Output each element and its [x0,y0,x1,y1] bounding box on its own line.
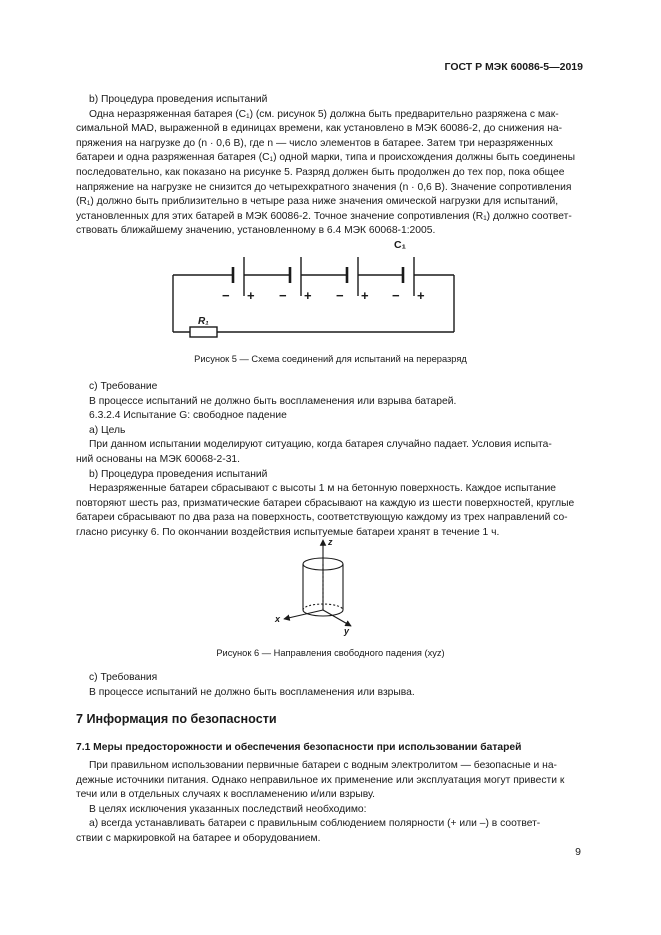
cell-1-plus: + [247,288,255,303]
paragraph-line: а) всегда устанавливать батареи с правильным соблюдением полярности (+ или –) в соответ- [89,818,541,830]
paragraph-line: При данном испытании моделируют ситуацию, когда батарея случайно падает. Условия испыта- [89,439,552,451]
cell-2-plus: + [304,288,312,303]
paragraph-line: гласно рисунку 6. По окончании воздействия испытуемые батареи хранят в течение 1 ч. [76,526,500,538]
axis-z-label: z [328,537,333,547]
figure5-caption: Рисунок 5 — Схема соединений для испытаний на переразряд [194,354,467,364]
item-b-heading: b) Процедура проведения испытаний [89,94,268,105]
paragraph-line: батареи и одна разряженная батарея (C₁) одной марки, типа и происхождения должны быть соединены [76,152,576,164]
paragraph-line: последовательно, как показано на рисунке 5. Разряд должен быть продолжен до тех пор, пока общее [76,166,565,178]
paragraph-line: ний основаны на МЭК 60068-2-31. [76,453,241,465]
cell-3-plus: + [361,288,369,303]
item-b-heading: b) Процедура проведения испытаний [89,468,268,480]
paragraph-line: пряжения на нагрузке до (n · 0,6 В), где n — число элементов в батарее. Затем три неразряженных [76,137,553,149]
section-7-title: 7 Информация по безопасности [76,712,277,726]
cell-2-minus: − [279,288,287,303]
paragraph-line: симальной MAD, выраженной в единицах времени, как установлено в МЭК 60086-2, до снижения на- [76,123,563,135]
paragraph-line: течи или в отдельных случаях к воспламенению и/или взрыву. [76,789,375,801]
item-c-heading: c) Требования [89,672,158,683]
cell-1-minus: − [222,288,230,303]
requirement-text: В процессе испытаний не должно быть воспламенения или взрыва. [89,686,415,698]
paragraph-line: установленных для этих батарей в МЭК 60086-2. Точное значение сопротивления (R₁) должно соответ- [76,210,572,222]
test-g-heading: 6.3.2.4 Испытание G: свободное падение [89,410,287,422]
paragraph-line: дежные источники питания. Однако неправильное их применение или эксплуатация могут привести к [76,774,565,786]
axis-x-label: x [275,614,281,624]
cell-4-minus: − [392,288,400,303]
page-number: 9 [575,846,581,858]
section-7-1-title: 7.1 Меры предосторожности и обеспечения безопасности при использовании батарей [76,742,522,753]
section-7-1-body [76,759,583,847]
paragraph-line: Одна неразряженная батарея (C₁) (см. рисунок 5) должна быть предварительно разряжена с мак- [89,108,559,120]
item-a-heading: a) Цель [89,424,126,436]
label-r1: R₁ [198,316,209,327]
paragraph-line: ствовать ближайшему значению, установленному в 6.4 МЭК 60068-1:2005. [76,225,436,237]
paragraph-line: напряжение на нагрузке не снизится до четырехкратного значения (n · 0,6 В). Значение сопротивления [76,181,572,193]
label-c1: C₁ [394,239,406,251]
requirements-block [76,671,583,700]
item-c-heading: c) Требование [89,381,158,392]
cell-3-minus: − [336,288,344,303]
paragraph-line: (R₁) должно быть приблизительно в четыре раза ниже значения омической нагрузки для испытаний, [76,196,559,208]
paragraph-line: В целях исключения указанных последствий необходимо: [89,803,367,815]
paragraph-line: Неразряженные батареи сбрасывают с высоты 1 м на бетонную поверхность. Каждое испытание [89,483,556,495]
figure6-caption: Рисунок 6 — Направления свободного падения (xyz) [216,648,445,658]
cell-4-plus: + [417,288,425,303]
axis-y-label: y [344,626,350,636]
paragraph-line: батареи сбрасывают по два раза на поверхность, соответствующую каждому из трех направлений со- [76,512,568,524]
requirement-text: В процессе испытаний не должно быть воспламенения или взрыва батарей. [89,395,457,407]
document-header: ГОСТ Р МЭК 60086-5—2019 [444,61,583,73]
paragraph-line: ствии с маркировкой на батарее и оборудованием. [76,832,321,844]
paragraph-line: При правильном использовании первичные батареи с водным электролитом — безопасные и на- [89,760,557,771]
axis-y-arrow [323,610,351,626]
paragraph-line: повторяют шесть раз, призматические батареи сбрасывают на каждую из шести поверхностей, круглые [76,497,575,509]
